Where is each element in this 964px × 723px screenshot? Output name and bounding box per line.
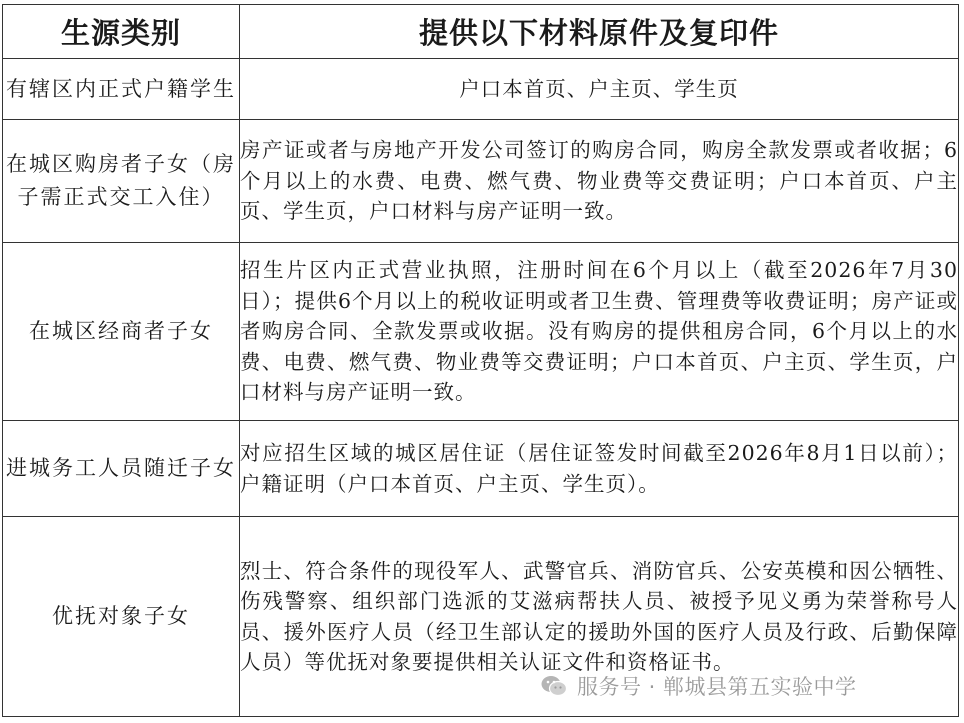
row-category: 进城务工人员随迁子女 (3, 421, 240, 517)
table-row (3, 243, 959, 421)
table-header-row (3, 5, 959, 59)
row-category: 在城区经商者子女 (3, 243, 240, 421)
wechat-icon (541, 675, 567, 697)
row-materials: 招生片区内正式营业执照，注册时间在6个月以上（截至2026年7月30日）；提供6个月以上的税收证明或者卫生费、管理费等收费证明；房产证或者购房合同、全款发票或收据。没有购房的提供租房合同，6个月以上的水费、电费、燃气费、物业费等交费证明；户口本首页、户主页、学生页，户口材料与房产证明一致。 (240, 243, 959, 421)
row-materials: 房产证或者与房地产开发公司签订的购房合同，购房全款发票或者收据；6个月以上的水费、电费、燃气费、物业费等交费证明；户口本首页、户主页、学生页，户口材料与房产证明一致。 (240, 120, 959, 243)
table-row (3, 120, 959, 243)
watermark-text: 服务号 · 郸城县第五实验中学 (577, 675, 857, 699)
enrollment-materials-table (2, 4, 959, 717)
row-category: 在城区购房者子女（房子需正式交工入住） (3, 120, 240, 243)
header-materials: 提供以下材料原件及复印件 (240, 5, 959, 59)
row-materials: 烈士、符合条件的现役军人、武警官兵、消防官兵、公安英模和因公牺牲、伤残警察、组织部门选派的艾滋病帮扶人员、被授予见义勇为荣誉称号人员、援外医疗人员（经卫生部认定的援助外国的医疗人员及行政、后勤保障人员）等优抚对象要提供相关认证文件和资格证书。 (240, 517, 959, 717)
row-materials: 对应招生区域的城区居住证（居住证签发时间截至2026年8月1日以前）；户籍证明（户口本首页、户主页、学生页）。 (240, 421, 959, 517)
header-category: 生源类别 (3, 5, 240, 59)
account-watermark (541, 671, 857, 701)
table-row (3, 421, 959, 517)
row-materials: 户口本首页、户主页、学生页 (240, 59, 959, 120)
row-category: 优抚对象子女 (3, 517, 240, 717)
table-row (3, 59, 959, 120)
row-category: 有辖区内正式户籍学生 (3, 59, 240, 120)
